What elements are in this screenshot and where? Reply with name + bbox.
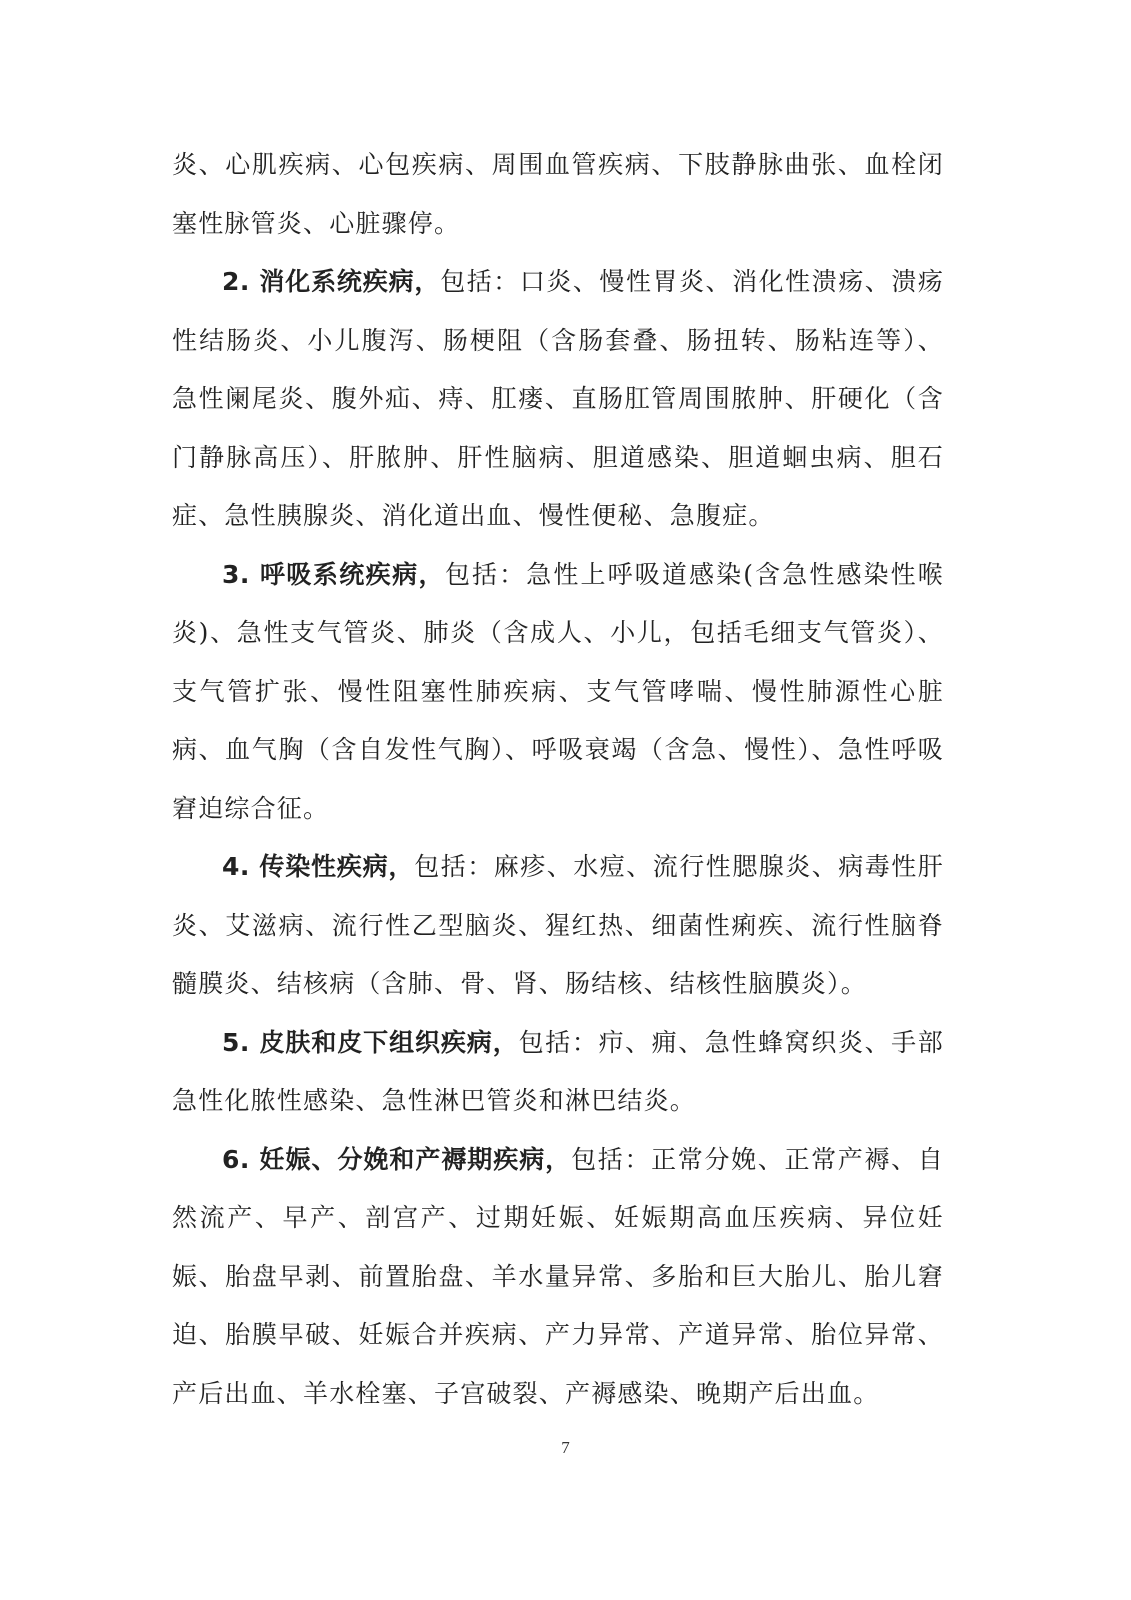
section-pregnancy: [172, 1131, 944, 1424]
section-infectious: [172, 838, 944, 1014]
section-body: 包括：口炎、慢性胃炎、消化性溃疡、溃疡性结肠炎、小儿腹泻、肠梗阻（含肠套叠、肠扭转、肠粘连等）、急性阑尾炎、腹外疝、痔、肛瘘、直肠肛管周围脓肿、肝硬化（含门静脉高压）、肝脓肿、肝性脑病、胆道感染、胆道蛔虫病、胆石症、急性胰腺炎、消化道出血、慢性便秘、急腹症。: [172, 267, 944, 530]
section-skin: [172, 1014, 944, 1131]
section-body: 包括：疖、痈、急性蜂窝织炎、手部急性化脓性感染、急性淋巴管炎和淋巴结炎。: [172, 1027, 944, 1115]
section-heading: 3. 呼吸系统疾病，: [222, 559, 445, 589]
page-number: 7: [561, 1438, 570, 1457]
section-heading: 2. 消化系统疾病，: [222, 267, 441, 296]
section-body: 包括：正常分娩、正常产褥、自然流产、早产、剖宫产、过期妊娠、妊娠期高血压疾病、异位妊娠、胎盘早剥、前置胎盘、羊水量异常、多胎和巨大胎儿、胎儿窘迫、胎膜早破、妊娠合并疾病、产力异常、产道异常、胎位异常、产后出血、羊水栓塞、子宫破裂、产褥感染、晚期产后出血。: [172, 1144, 944, 1408]
section-respiratory: [172, 546, 944, 839]
continuation-text: 炎、心肌疾病、心包疾病、周围血管疾病、下肢静脉曲张、血栓闭塞性脉管炎、心脏骤停。: [172, 150, 944, 238]
section-heading: 4. 传染性疾病，: [222, 852, 415, 881]
section-heading: 6. 妊娠、分娩和产褥期疾病，: [222, 1144, 572, 1174]
document-body: [172, 136, 944, 1423]
section-digestive: [172, 253, 944, 546]
section-body: 包括：麻疹、水痘、流行性腮腺炎、病毒性肝炎、艾滋病、流行性乙型脑炎、猩红热、细菌性痢疾、流行性脑脊髓膜炎、结核病（含肺、骨、肾、肠结核、结核性脑膜炎）。: [172, 852, 944, 998]
section-body: 包括：急性上呼吸道感染(含急性感染性喉炎)、急性支气管炎、肺炎（含成人、小儿，包括毛细支气管炎）、支气管扩张、慢性阻塞性肺疾病、支气管哮喘、慢性肺源性心脏病、血气胸（含自发性气胸）、呼吸衰竭（含急、慢性）、急性呼吸窘迫综合征。: [172, 559, 944, 823]
continuation-paragraph: [172, 136, 944, 253]
section-heading: 5. 皮肤和皮下组织疾病，: [222, 1027, 519, 1057]
